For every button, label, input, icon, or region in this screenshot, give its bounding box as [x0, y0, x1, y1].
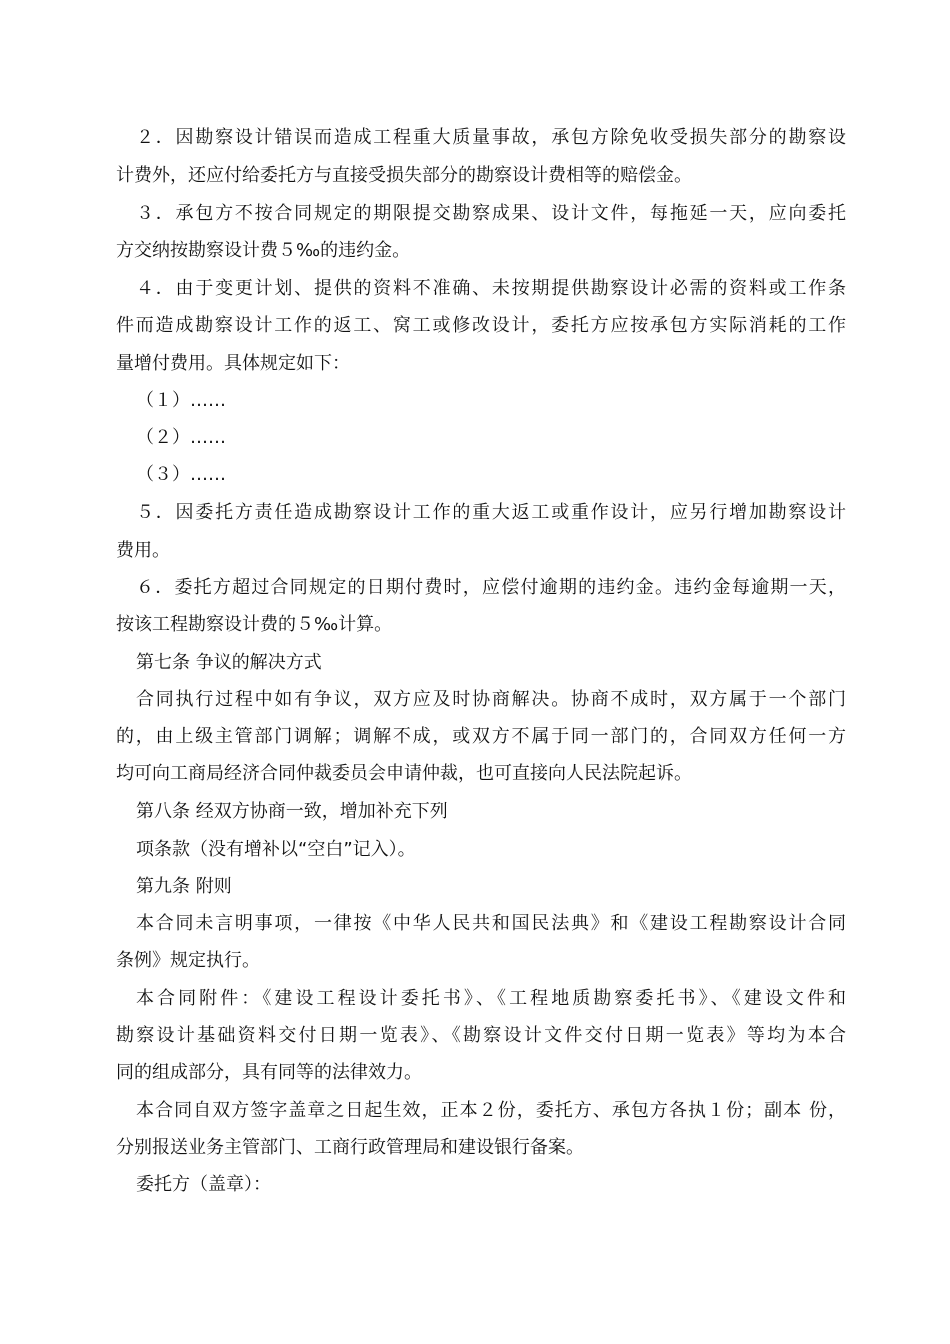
article-8-heading: 第八条 经双方协商一致，增加补充下列: [136, 801, 448, 822]
clause-2-line-2: 计费外，还应付给委托方与直接受损失部分的勘察设计费相等的赔偿金。: [116, 165, 692, 186]
article-8-line-1: 项条款（没有增补以“空白”记入）。: [136, 839, 416, 860]
article-9-heading: 第九条 附则: [136, 876, 232, 897]
article-7-line-3: 均可向工商局经济合同仲裁委员会申请仲裁，也可直接向人民法院起诉。: [116, 763, 692, 784]
article-9-para-2-line-3: 同的组成部分，具有同等的法律效力。: [116, 1062, 422, 1083]
article-9-para-1-line-2: 条例》规定执行。: [116, 950, 260, 971]
article-7-heading: 第七条 争议的解决方式: [136, 652, 322, 673]
clause-6-line-2: 按该工程勘察设计费的５‰计算。: [116, 614, 393, 635]
article-7-line-1: 合同执行过程中如有争议，双方应及时协商解决。协商不成时，双方属于一个部门: [136, 689, 846, 710]
article-9-para-2-line-2: 勘察设计基础资料交付日期一览表》、《勘察设计文件交付日期一览表》等均为本合: [116, 1025, 846, 1046]
clause-4-line-3: 量增付费用。具体规定如下：: [116, 353, 350, 374]
list-item-2: （２）……: [136, 427, 226, 448]
article-7-line-2: 的，由上级主管部门调解；调解不成，或双方不属于同一部门的，合同双方任何一方: [116, 726, 846, 747]
article-9-para-2-line-1: 本合同附件：《建设工程设计委托书》、《工程地质勘察委托书》、《建设文件和: [136, 988, 846, 1009]
clause-3-line-2: 方交纳按勘察设计费５‰的违约金。: [116, 240, 411, 261]
clause-5-line-2: 费用。: [116, 540, 170, 561]
clause-3-line-1: ３．承包方不按合同规定的期限提交勘察成果、设计文件，每拖延一天，应向委托: [136, 203, 846, 224]
clause-2-line-1: ２．因勘察设计错误而造成工程重大质量事故，承包方除免收受损失部分的勘察设: [136, 127, 846, 148]
clause-6-line-1: ６．委托方超过合同规定的日期付费时，应偿付逾期的违约金。违约金每逾期一天，: [136, 577, 846, 598]
client-seal-label: 委托方（盖章）：: [136, 1174, 271, 1195]
article-9-para-3-line-1: 本合同自双方签字盖章之日起生效，正本２份，委托方、承包方各执１份；副本 份，: [136, 1100, 846, 1121]
article-9-para-3-line-2: 分别报送业务主管部门、工商行政管理局和建设银行备案。: [116, 1137, 584, 1158]
article-9-para-1-line-1: 本合同未言明事项，一律按《中华人民共和国民法典》和《建设工程勘察设计合同: [136, 913, 846, 934]
clause-4-line-1: ４．由于变更计划、提供的资料不准确、未按期提供勘察设计必需的资料或工作条: [136, 278, 846, 299]
list-item-3: （３）……: [136, 464, 226, 485]
list-item-1: （１）……: [136, 390, 226, 411]
clause-4-line-2: 件而造成勘察设计工作的返工、窝工或修改设计，委托方应按承包方实际消耗的工作: [116, 315, 846, 336]
clause-5-line-1: ５．因委托方责任造成勘察设计工作的重大返工或重作设计，应另行增加勘察设计: [136, 502, 846, 523]
